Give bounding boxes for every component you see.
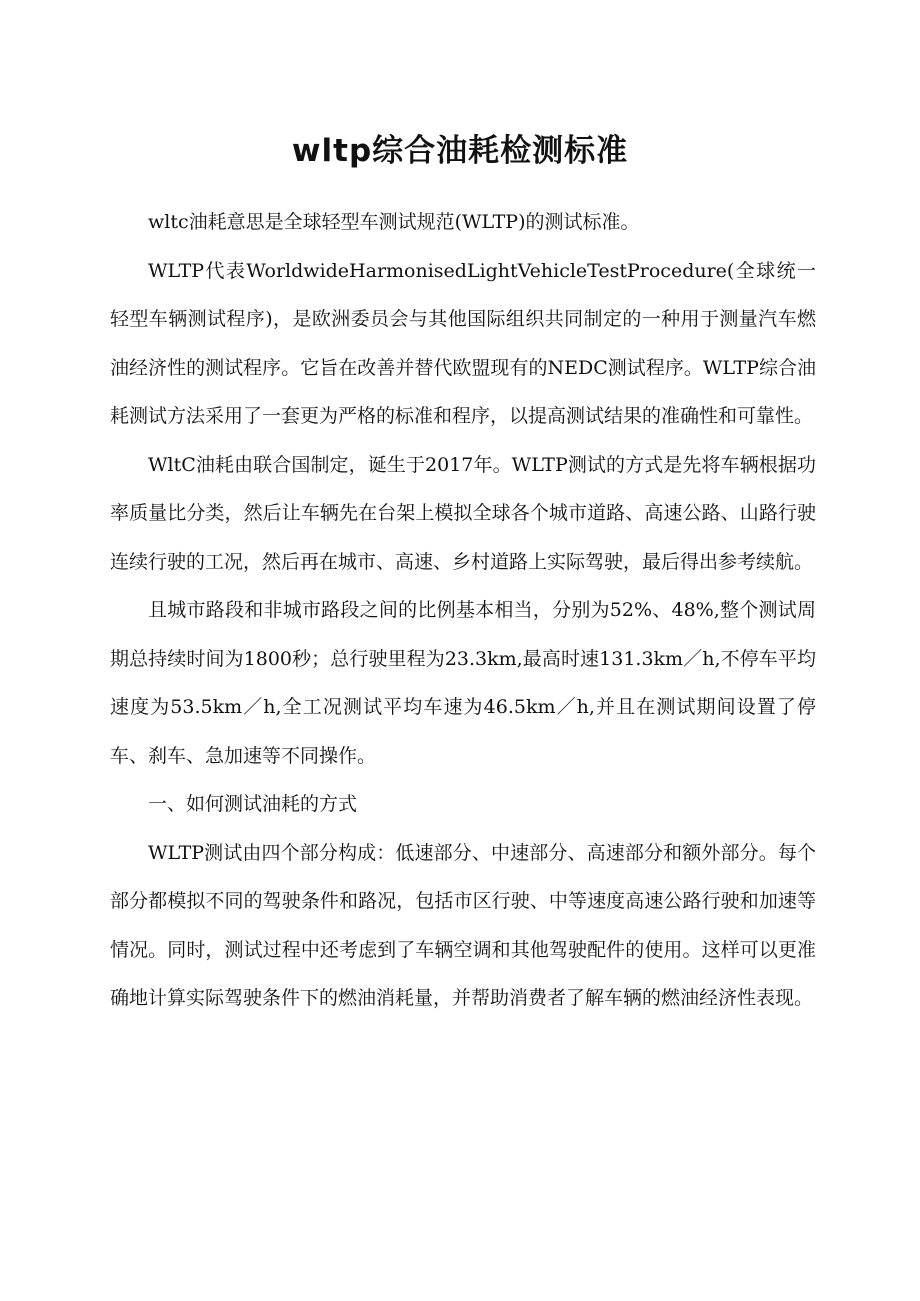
paragraph-definition: wltc油耗意思是全球轻型车测试规范(WLTP)的测试标准。 <box>148 211 640 233</box>
document-title: wltp综合油耗检测标准 <box>291 132 629 169</box>
paragraph-origin: WltC油耗由联合国制定，诞生于2017年。WLTP测试的方式是先将车辆根据功率质量比分类，然后让车辆先在台架上模拟全球各个城市道路、高速公路、山路行驶连续行驶的工况，然后再在城市、高速、乡村道路上实际驾驶，最后得出参考续航。 <box>110 453 816 573</box>
section-heading-how-to-test: 一、如何测试油耗的方式 <box>148 793 358 815</box>
paragraph-wltp-overview: WLTP代表WorldwideHarmonisedLightVehicleTestProcedure(全球统一轻型车辆测试程序)，是欧洲委员会与其他国际组织共同制定的一种用于测量汽车燃油经济性的测试程序。它旨在改善并替代欧盟现有的NEDC测试程序。WLTP综合油耗测试方法采用了一套更为严格的标准和程序，以提高测试结果的准确性和可靠性。 <box>110 259 816 427</box>
document-body <box>110 198 816 1023</box>
paragraph-test-parameters: 且城市路段和非城市路段之间的比例基本相当，分别为52%、48%,整个测试周期总持续时间为1800秒；总行驶里程为23.3km,最高时速131.3km／h,不停车平均速度为53.5km／h,全工况测试平均车速为46.5km／h,并且在测试期间设置了停车、刹车、急加速等不同操作。 <box>110 599 816 767</box>
paragraph-test-phases: WLTP测试由四个部分构成：低速部分、中速部分、高速部分和额外部分。每个部分都模拟不同的驾驶条件和路况，包括市区行驶、中等速度高速公路行驶和加速等情况。同时，测试过程中还考虑到了车辆空调和其他驾驶配件的使用。这样可以更准确地计算实际驾驶条件下的燃油消耗量，并帮助消费者了解车辆的燃油经济性表现。 <box>110 841 816 1009</box>
